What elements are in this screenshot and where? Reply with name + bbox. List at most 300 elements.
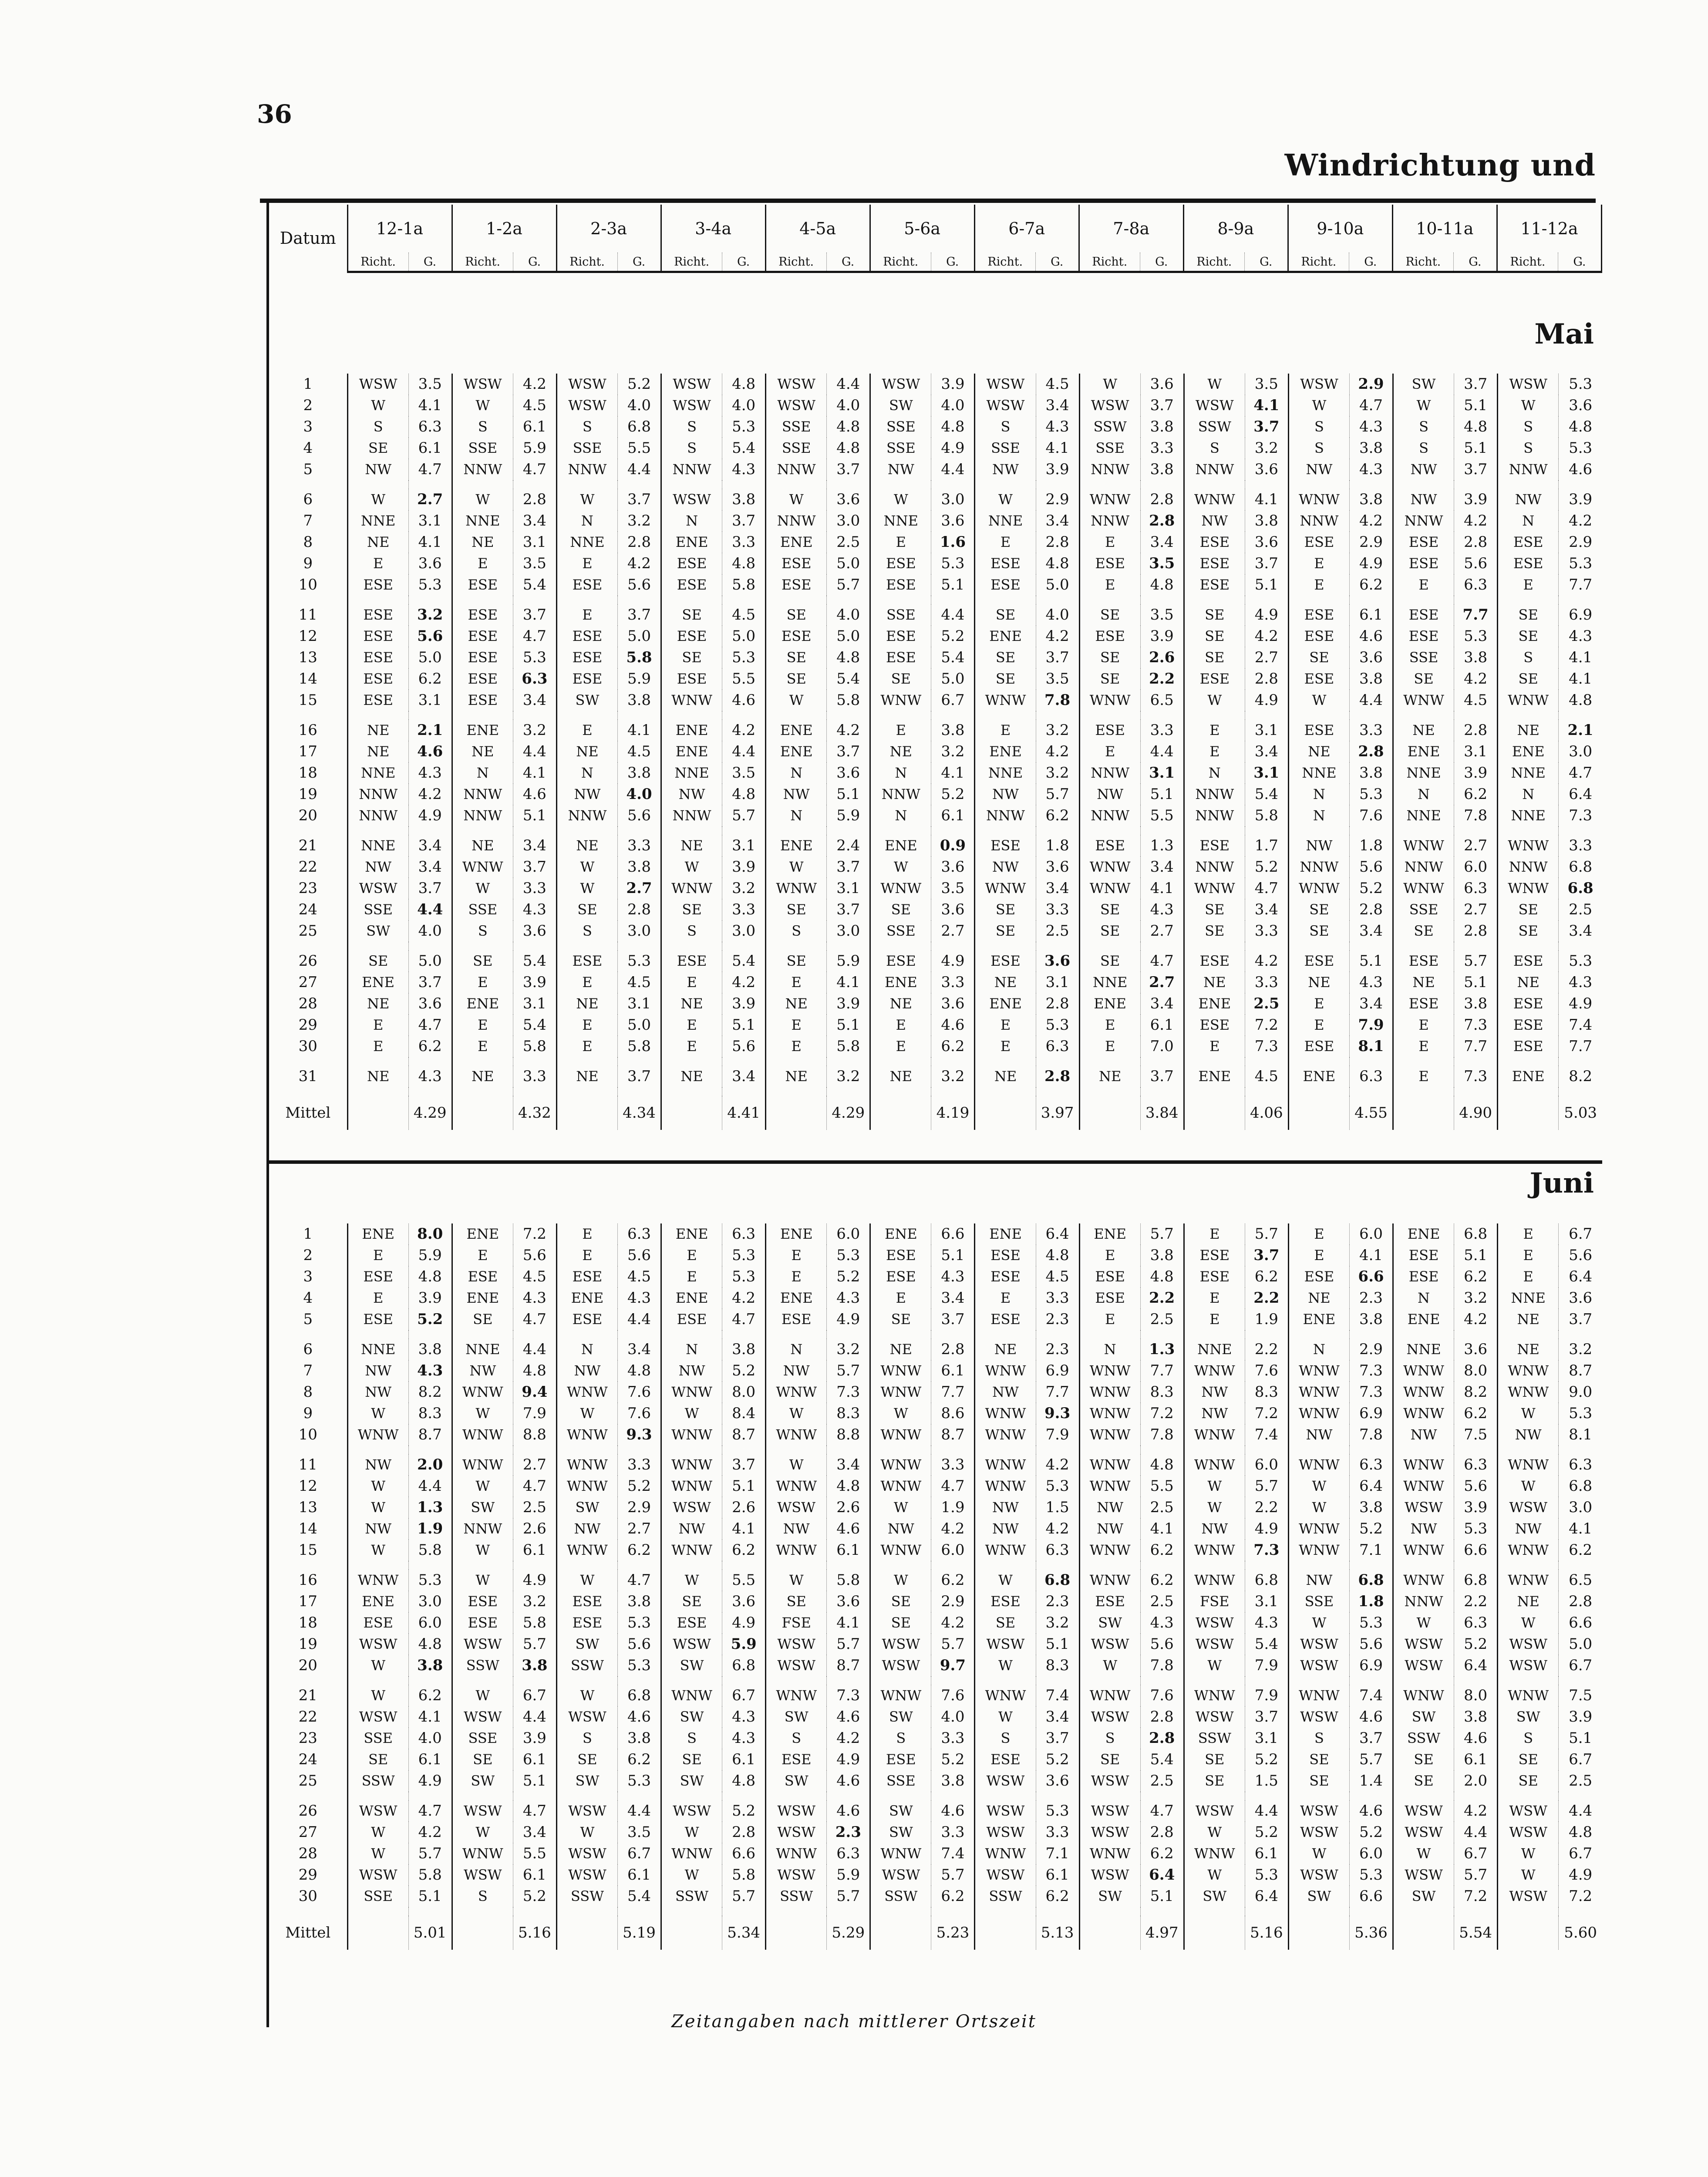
wind-direction-cell: SSW bbox=[661, 1886, 722, 1907]
wind-speed-cell: 6.0 bbox=[408, 1612, 452, 1634]
wind-speed-cell: 2.8 bbox=[1245, 668, 1288, 690]
wind-direction-cell: NNW bbox=[766, 459, 827, 480]
wind-direction-cell: N bbox=[1288, 784, 1349, 805]
wind-direction-cell: NNW bbox=[1184, 784, 1245, 805]
wind-direction-cell: WNW bbox=[1288, 1518, 1349, 1540]
wind-speed-cell: 2.8 bbox=[1140, 489, 1184, 510]
richtung-subheader: Richt. bbox=[974, 253, 1035, 272]
wind-direction-cell: SW bbox=[452, 1770, 513, 1792]
wind-direction-cell: WNW bbox=[1079, 1360, 1140, 1382]
mittel-value: 4.32 bbox=[513, 1096, 556, 1130]
wind-speed-cell: 4.2 bbox=[1454, 668, 1498, 690]
wind-speed-cell: 3.6 bbox=[931, 993, 975, 1014]
wind-speed-cell: 3.9 bbox=[1454, 762, 1498, 784]
wind-speed-cell: 4.7 bbox=[1140, 950, 1184, 972]
wind-speed-cell: 3.8 bbox=[1349, 489, 1393, 510]
wind-speed-cell: 6.8 bbox=[1559, 856, 1602, 878]
wind-direction-cell: NNE bbox=[347, 762, 408, 784]
wind-direction-cell: S bbox=[1288, 416, 1349, 438]
wind-speed-cell: 5.2 bbox=[1036, 1749, 1079, 1770]
wind-direction-cell: ENE bbox=[1393, 1309, 1454, 1330]
wind-direction-cell: E bbox=[1288, 993, 1349, 1014]
wind-speed-cell: 5.4 bbox=[827, 668, 870, 690]
wind-speed-cell: 2.8 bbox=[1454, 920, 1498, 942]
wind-speed-cell: 4.8 bbox=[1036, 553, 1079, 574]
wind-direction-cell: ENE bbox=[661, 1223, 722, 1245]
wind-direction-cell: NE bbox=[556, 835, 617, 856]
wind-direction-cell: WNW bbox=[1498, 878, 1559, 899]
wind-speed-cell: 6.4 bbox=[1245, 1886, 1288, 1907]
wind-speed-cell: 6.7 bbox=[722, 1685, 766, 1706]
wind-speed-cell: 7.7 bbox=[1036, 1382, 1079, 1403]
wind-direction-cell: E bbox=[661, 972, 722, 993]
wind-speed-cell: 4.8 bbox=[1036, 1245, 1079, 1266]
hour-header: 3-4a bbox=[661, 205, 765, 253]
wind-direction-cell: WSW bbox=[556, 1843, 617, 1864]
wind-speed-cell: 3.4 bbox=[513, 510, 556, 532]
wind-speed-cell: 6.2 bbox=[1140, 1540, 1184, 1561]
wind-direction-cell: S bbox=[1079, 1728, 1140, 1749]
wind-speed-cell: 4.2 bbox=[827, 1728, 870, 1749]
wind-direction-cell: SW bbox=[452, 1497, 513, 1518]
wind-direction-cell: NE bbox=[975, 1066, 1036, 1087]
wind-direction-cell: ESE bbox=[1184, 1266, 1245, 1287]
wind-speed-cell: 3.9 bbox=[513, 972, 556, 993]
table-row bbox=[269, 1800, 1602, 1822]
day-number: 6 bbox=[303, 491, 313, 508]
wind-speed-cell: 5.1 bbox=[827, 1014, 870, 1036]
wind-speed-cell: 2.8 bbox=[1140, 1822, 1184, 1843]
wind-direction-cell: W bbox=[1184, 1497, 1245, 1518]
wind-direction-cell: NE bbox=[1079, 1066, 1140, 1087]
wind-direction-cell: NNE bbox=[1079, 972, 1140, 993]
wind-direction-cell: ENE bbox=[1079, 1223, 1140, 1245]
wind-direction-cell: WNW bbox=[1079, 1403, 1140, 1424]
wind-speed-cell: 4.6 bbox=[1349, 1706, 1393, 1728]
wind-speed-cell: 3.7 bbox=[1454, 374, 1498, 395]
wind-speed-cell: 2.2 bbox=[1140, 1287, 1184, 1309]
table-row bbox=[269, 1476, 1602, 1497]
wind-speed-cell: 3.4 bbox=[1140, 856, 1184, 878]
wind-speed-cell: 4.6 bbox=[827, 1770, 870, 1792]
wind-speed-cell: 4.6 bbox=[1454, 1728, 1498, 1749]
wind-speed-cell: 3.4 bbox=[408, 856, 452, 878]
table-row bbox=[269, 438, 1602, 459]
speed-subheader: G. bbox=[408, 253, 452, 272]
wind-speed-cell: 4.4 bbox=[1140, 741, 1184, 762]
wind-direction-cell: ENE bbox=[766, 741, 827, 762]
speed-subheader: G. bbox=[617, 253, 661, 272]
wind-speed-cell: 5.4 bbox=[722, 438, 766, 459]
wind-direction-cell: E bbox=[347, 1245, 408, 1266]
wind-speed-cell: 4.7 bbox=[617, 1570, 661, 1591]
day-number: 12 bbox=[298, 627, 317, 645]
richtung-subheader: Richt. bbox=[870, 253, 931, 272]
wind-speed-cell: 5.9 bbox=[722, 1634, 766, 1655]
wind-direction-cell: ESE bbox=[975, 1266, 1036, 1287]
wind-direction-cell: E bbox=[870, 1014, 931, 1036]
wind-speed-cell: 2.2 bbox=[1140, 668, 1184, 690]
wind-speed-cell: 3.7 bbox=[513, 604, 556, 626]
data-table-juni bbox=[269, 1223, 1602, 1950]
wind-direction-cell: NNW bbox=[452, 1518, 513, 1540]
wind-direction-cell: ESE bbox=[1184, 574, 1245, 596]
wind-direction-cell: WNW bbox=[1079, 1382, 1140, 1403]
wind-direction-cell: ESE bbox=[975, 1749, 1036, 1770]
wind-speed-cell: 6.1 bbox=[1036, 1864, 1079, 1886]
wind-speed-cell: 3.7 bbox=[722, 1454, 766, 1476]
wind-direction-cell: NE bbox=[347, 532, 408, 553]
table-row bbox=[269, 1066, 1602, 1087]
wind-speed-cell: 5.0 bbox=[1036, 574, 1079, 596]
day-number: 12 bbox=[298, 1477, 317, 1495]
wind-direction-cell: W bbox=[661, 1822, 722, 1843]
wind-direction-cell: W bbox=[1288, 1612, 1349, 1634]
mittel-spacer bbox=[1288, 1096, 1349, 1130]
wind-speed-cell: 3.8 bbox=[1454, 993, 1498, 1014]
table-row bbox=[269, 1591, 1602, 1612]
wind-direction-cell: SE bbox=[1288, 899, 1349, 920]
wind-direction-cell: S bbox=[1498, 416, 1559, 438]
wind-speed-cell: 2.5 bbox=[513, 1497, 556, 1518]
wind-speed-cell: 5.6 bbox=[1454, 553, 1498, 574]
wind-speed-cell: 4.1 bbox=[408, 395, 452, 416]
wind-speed-cell: 5.3 bbox=[617, 1612, 661, 1634]
wind-speed-cell: 3.1 bbox=[722, 835, 766, 856]
wind-direction-cell: WNW bbox=[1288, 1382, 1349, 1403]
wind-speed-cell: 5.3 bbox=[1349, 1612, 1393, 1634]
wind-speed-cell: 5.4 bbox=[1140, 1749, 1184, 1770]
wind-speed-cell: 4.8 bbox=[408, 1634, 452, 1655]
wind-direction-cell: SE bbox=[975, 1612, 1036, 1634]
day-number: 13 bbox=[298, 1499, 317, 1516]
wind-direction-cell: E bbox=[1288, 1245, 1349, 1266]
wind-direction-cell: N bbox=[1393, 784, 1454, 805]
wind-speed-cell: 3.5 bbox=[617, 1822, 661, 1843]
day-number: 7 bbox=[303, 1362, 313, 1379]
wind-speed-cell: 5.3 bbox=[722, 416, 766, 438]
mittel-value: 5.34 bbox=[722, 1916, 766, 1950]
wind-speed-cell: 4.2 bbox=[931, 1612, 975, 1634]
wind-speed-cell: 7.6 bbox=[931, 1685, 975, 1706]
wind-speed-cell: 6.0 bbox=[1349, 1843, 1393, 1864]
wind-speed-cell: 3.8 bbox=[1140, 1245, 1184, 1266]
wind-direction-cell: ESE bbox=[661, 1309, 722, 1330]
wind-direction-cell: E bbox=[556, 1223, 617, 1245]
wind-direction-cell: ESE bbox=[661, 553, 722, 574]
wind-speed-cell: 2.5 bbox=[1559, 899, 1602, 920]
wind-speed-cell: 4.7 bbox=[408, 459, 452, 480]
wind-direction-cell: WNW bbox=[975, 690, 1036, 711]
wind-direction-cell: S bbox=[1288, 1728, 1349, 1749]
wind-speed-cell: 6.3 bbox=[1454, 878, 1498, 899]
wind-direction-cell: ENE bbox=[870, 1223, 931, 1245]
wind-direction-cell: NNE bbox=[975, 510, 1036, 532]
speed-subheader: G. bbox=[1244, 253, 1288, 272]
wind-speed-cell: 5.9 bbox=[617, 668, 661, 690]
wind-speed-cell: 6.1 bbox=[1454, 1749, 1498, 1770]
wind-speed-cell: 6.1 bbox=[408, 1749, 452, 1770]
wind-speed-cell: 4.3 bbox=[408, 1066, 452, 1087]
wind-direction-cell: W bbox=[556, 1570, 617, 1591]
wind-speed-cell: 5.3 bbox=[1559, 438, 1602, 459]
wind-speed-cell: 2.8 bbox=[722, 1822, 766, 1843]
wind-direction-cell: ESE bbox=[1184, 950, 1245, 972]
wind-direction-cell: E bbox=[766, 1036, 827, 1057]
wind-speed-cell: 4.4 bbox=[931, 459, 975, 480]
wind-direction-cell: W bbox=[975, 489, 1036, 510]
wind-direction-cell: NW bbox=[1184, 1518, 1245, 1540]
wind-direction-cell: ESE bbox=[1184, 1014, 1245, 1036]
wind-direction-cell: NW bbox=[556, 784, 617, 805]
wind-direction-cell: NW bbox=[1288, 835, 1349, 856]
wind-direction-cell: E bbox=[661, 1014, 722, 1036]
wind-speed-cell: 4.4 bbox=[617, 459, 661, 480]
day-number: 3 bbox=[303, 418, 313, 435]
wind-speed-cell: 5.7 bbox=[931, 1864, 975, 1886]
day-number: 30 bbox=[298, 1887, 317, 1905]
wind-direction-cell: E bbox=[1184, 1223, 1245, 1245]
wind-speed-cell: 6.9 bbox=[1036, 1360, 1079, 1382]
wind-direction-cell: E bbox=[1079, 741, 1140, 762]
wind-speed-cell: 8.3 bbox=[1245, 1382, 1288, 1403]
wind-direction-cell: NE bbox=[452, 532, 513, 553]
wind-direction-cell: SW bbox=[661, 1655, 722, 1676]
wind-direction-cell: WNW bbox=[1079, 1685, 1140, 1706]
wind-direction-cell: SW bbox=[1498, 1706, 1559, 1728]
wind-direction-cell: NW bbox=[347, 1454, 408, 1476]
wind-direction-cell: WSW bbox=[1184, 1800, 1245, 1822]
day-number: 8 bbox=[303, 533, 313, 551]
wind-direction-cell: NE bbox=[975, 1339, 1036, 1360]
wind-direction-cell: N bbox=[870, 805, 931, 826]
wind-direction-cell: NE bbox=[661, 835, 722, 856]
footer-note: Zeitangaben nach mittlerer Ortszeit bbox=[671, 2012, 1037, 2032]
richtung-subheader: Richt. bbox=[1079, 253, 1140, 272]
wind-speed-cell: 7.3 bbox=[1559, 805, 1602, 826]
wind-direction-cell: NE bbox=[766, 993, 827, 1014]
wind-speed-cell: 5.7 bbox=[722, 805, 766, 826]
wind-direction-cell: SE bbox=[1393, 1749, 1454, 1770]
wind-speed-cell: 3.1 bbox=[1140, 762, 1184, 784]
wind-speed-cell: 6.2 bbox=[1559, 1540, 1602, 1561]
wind-direction-cell: ESE bbox=[1288, 668, 1349, 690]
wind-speed-cell: 6.8 bbox=[722, 1655, 766, 1676]
wind-speed-cell: 4.4 bbox=[1454, 1822, 1498, 1843]
wind-direction-cell: WNW bbox=[1079, 1424, 1140, 1446]
day-number: 22 bbox=[298, 1708, 317, 1725]
wind-speed-cell: 2.7 bbox=[1245, 647, 1288, 668]
wind-speed-cell: 4.3 bbox=[1140, 899, 1184, 920]
hour-header: 2-3a bbox=[556, 205, 661, 253]
wind-direction-cell: NNW bbox=[1184, 459, 1245, 480]
wind-speed-cell: 5.1 bbox=[1454, 438, 1498, 459]
wind-speed-cell: 6.1 bbox=[513, 1749, 556, 1770]
mittel-value: 4.41 bbox=[722, 1096, 766, 1130]
wind-direction-cell: W bbox=[1498, 395, 1559, 416]
wind-direction-cell: E bbox=[1184, 1036, 1245, 1057]
wind-speed-cell: 3.8 bbox=[931, 1770, 975, 1792]
wind-direction-cell: SE bbox=[766, 604, 827, 626]
wind-speed-cell: 4.7 bbox=[408, 1014, 452, 1036]
wind-speed-cell: 3.1 bbox=[408, 510, 452, 532]
wind-speed-cell: 4.8 bbox=[408, 1266, 452, 1287]
wind-direction-cell: SE bbox=[1079, 920, 1140, 942]
wind-direction-cell: S bbox=[870, 1728, 931, 1749]
wind-direction-cell: WNW bbox=[347, 1424, 408, 1446]
wind-direction-cell: NE bbox=[1498, 1309, 1559, 1330]
wind-direction-cell: ESE bbox=[975, 1309, 1036, 1330]
wind-speed-cell: 5.9 bbox=[827, 805, 870, 826]
wind-speed-cell: 3.6 bbox=[1245, 459, 1288, 480]
wind-direction-cell: WNW bbox=[1393, 1382, 1454, 1403]
wind-speed-cell: 6.8 bbox=[617, 416, 661, 438]
wind-speed-cell: 7.7 bbox=[1559, 1036, 1602, 1057]
wind-speed-cell: 4.6 bbox=[1559, 459, 1602, 480]
wind-speed-cell: 5.3 bbox=[827, 1245, 870, 1266]
wind-speed-cell: 5.3 bbox=[1349, 1864, 1393, 1886]
wind-speed-cell: 4.4 bbox=[617, 1800, 661, 1822]
wind-speed-cell: 5.6 bbox=[1349, 856, 1393, 878]
wind-direction-cell: E bbox=[1079, 532, 1140, 553]
wind-speed-cell: 7.6 bbox=[617, 1382, 661, 1403]
day-number: 6 bbox=[303, 1341, 313, 1358]
wind-direction-cell: SE bbox=[870, 668, 931, 690]
wind-direction-cell: ESE bbox=[556, 950, 617, 972]
day-number: 23 bbox=[298, 1729, 317, 1747]
wind-speed-cell: 3.7 bbox=[408, 878, 452, 899]
wind-speed-cell: 6.6 bbox=[931, 1223, 975, 1245]
wind-speed-cell: 3.8 bbox=[722, 1339, 766, 1360]
wind-speed-cell: 2.8 bbox=[1559, 1591, 1602, 1612]
wind-direction-cell: WNW bbox=[975, 1476, 1036, 1497]
wind-direction-cell: WNW bbox=[556, 1540, 617, 1561]
speed-subheader: G. bbox=[826, 253, 870, 272]
wind-direction-cell: ESE bbox=[661, 626, 722, 647]
wind-speed-cell: 3.3 bbox=[931, 1822, 975, 1843]
wind-direction-cell: NE bbox=[1288, 741, 1349, 762]
table-row bbox=[269, 972, 1602, 993]
wind-speed-cell: 5.1 bbox=[931, 1245, 975, 1266]
wind-direction-cell: SE bbox=[1498, 626, 1559, 647]
wind-direction-cell: NNW bbox=[1079, 510, 1140, 532]
wind-speed-cell: 4.3 bbox=[1559, 972, 1602, 993]
wind-speed-cell: 3.7 bbox=[408, 972, 452, 993]
wind-direction-cell: NE bbox=[556, 993, 617, 1014]
wind-speed-cell: 6.6 bbox=[722, 1843, 766, 1864]
wind-speed-cell: 2.6 bbox=[513, 1518, 556, 1540]
wind-direction-cell: ENE bbox=[1498, 1066, 1559, 1087]
wind-direction-cell: E bbox=[1079, 1245, 1140, 1266]
wind-speed-cell: 4.3 bbox=[617, 1287, 661, 1309]
wind-speed-cell: 5.6 bbox=[617, 1634, 661, 1655]
wind-direction-cell: W bbox=[1079, 374, 1140, 395]
wind-speed-cell: 6.2 bbox=[408, 1685, 452, 1706]
wind-speed-cell: 2.8 bbox=[1454, 720, 1498, 741]
wind-direction-cell: SE bbox=[556, 899, 617, 920]
wind-speed-cell: 2.3 bbox=[827, 1822, 870, 1843]
wind-speed-cell: 3.7 bbox=[1140, 395, 1184, 416]
wind-direction-cell: NW bbox=[870, 1518, 931, 1540]
wind-speed-cell: 5.3 bbox=[617, 950, 661, 972]
wind-direction-cell: E bbox=[556, 1245, 617, 1266]
wind-speed-cell: 3.7 bbox=[827, 856, 870, 878]
wind-direction-cell: W bbox=[452, 1685, 513, 1706]
wind-speed-cell: 6.8 bbox=[1559, 1476, 1602, 1497]
wind-speed-cell: 4.4 bbox=[827, 374, 870, 395]
wind-speed-cell: 6.1 bbox=[1349, 604, 1393, 626]
wind-speed-cell: 2.5 bbox=[1245, 993, 1288, 1014]
wind-speed-cell: 5.2 bbox=[722, 1800, 766, 1822]
wind-speed-cell: 3.8 bbox=[1349, 668, 1393, 690]
wind-speed-cell: 3.5 bbox=[931, 878, 975, 899]
wind-speed-cell: 4.7 bbox=[722, 1309, 766, 1330]
day-number: 14 bbox=[298, 670, 317, 687]
wind-direction-cell: W bbox=[661, 856, 722, 878]
wind-speed-cell: 4.2 bbox=[1245, 950, 1288, 972]
wind-speed-cell: 3.2 bbox=[827, 1066, 870, 1087]
wind-speed-cell: 3.4 bbox=[513, 1822, 556, 1843]
mittel-value: 4.97 bbox=[1140, 1916, 1184, 1950]
wind-speed-cell: 7.9 bbox=[1036, 1424, 1079, 1446]
wind-direction-cell: WNW bbox=[1498, 1570, 1559, 1591]
wind-direction-cell: N bbox=[556, 510, 617, 532]
wind-speed-cell: 3.1 bbox=[1245, 762, 1288, 784]
wind-speed-cell: 4.2 bbox=[722, 720, 766, 741]
wind-speed-cell: 6.2 bbox=[617, 1749, 661, 1770]
wind-direction-cell: SSE bbox=[1288, 1591, 1349, 1612]
wind-speed-cell: 5.9 bbox=[827, 950, 870, 972]
day-number: 4 bbox=[303, 1289, 313, 1307]
wind-speed-cell: 4.9 bbox=[722, 1612, 766, 1634]
wind-direction-cell: NNW bbox=[1498, 459, 1559, 480]
wind-speed-cell: 6.3 bbox=[513, 668, 556, 690]
wind-speed-cell: 4.4 bbox=[617, 1309, 661, 1330]
day-number: 3 bbox=[303, 1268, 313, 1285]
wind-direction-cell: NE bbox=[870, 741, 931, 762]
mittel-row bbox=[269, 1916, 1602, 1950]
wind-speed-cell: 7.6 bbox=[1349, 805, 1393, 826]
wind-speed-cell: 5.8 bbox=[513, 1036, 556, 1057]
table-row bbox=[269, 532, 1602, 553]
mittel-spacer bbox=[1184, 1916, 1245, 1950]
wind-speed-cell: 6.7 bbox=[1559, 1655, 1602, 1676]
wind-direction-cell: NW bbox=[1184, 1382, 1245, 1403]
wind-direction-cell: NNW bbox=[1079, 805, 1140, 826]
day-number: 13 bbox=[298, 649, 317, 666]
wind-direction-cell: SSE bbox=[870, 920, 931, 942]
wind-speed-cell: 5.8 bbox=[513, 1612, 556, 1634]
wind-direction-cell: SSE bbox=[870, 1770, 931, 1792]
wind-speed-cell: 4.6 bbox=[1349, 1800, 1393, 1822]
wind-speed-cell: 2.7 bbox=[617, 878, 661, 899]
wind-direction-cell: SW bbox=[766, 1770, 827, 1792]
wind-direction-cell: NW bbox=[661, 1518, 722, 1540]
wind-speed-cell: 2.8 bbox=[1036, 993, 1079, 1014]
wind-speed-cell: 3.7 bbox=[827, 899, 870, 920]
wind-direction-cell: W bbox=[870, 489, 931, 510]
wind-direction-cell: ENE bbox=[870, 835, 931, 856]
mittel-spacer bbox=[452, 1096, 513, 1130]
wind-speed-cell: 4.6 bbox=[617, 1706, 661, 1728]
wind-direction-cell: ESE bbox=[766, 553, 827, 574]
wind-speed-cell: 6.1 bbox=[827, 1540, 870, 1561]
wind-speed-cell: 5.7 bbox=[827, 574, 870, 596]
day-number: 24 bbox=[298, 1751, 317, 1768]
wind-speed-cell: 5.1 bbox=[1559, 1728, 1602, 1749]
wind-direction-cell: SE bbox=[661, 604, 722, 626]
wind-direction-cell: WSW bbox=[975, 1800, 1036, 1822]
